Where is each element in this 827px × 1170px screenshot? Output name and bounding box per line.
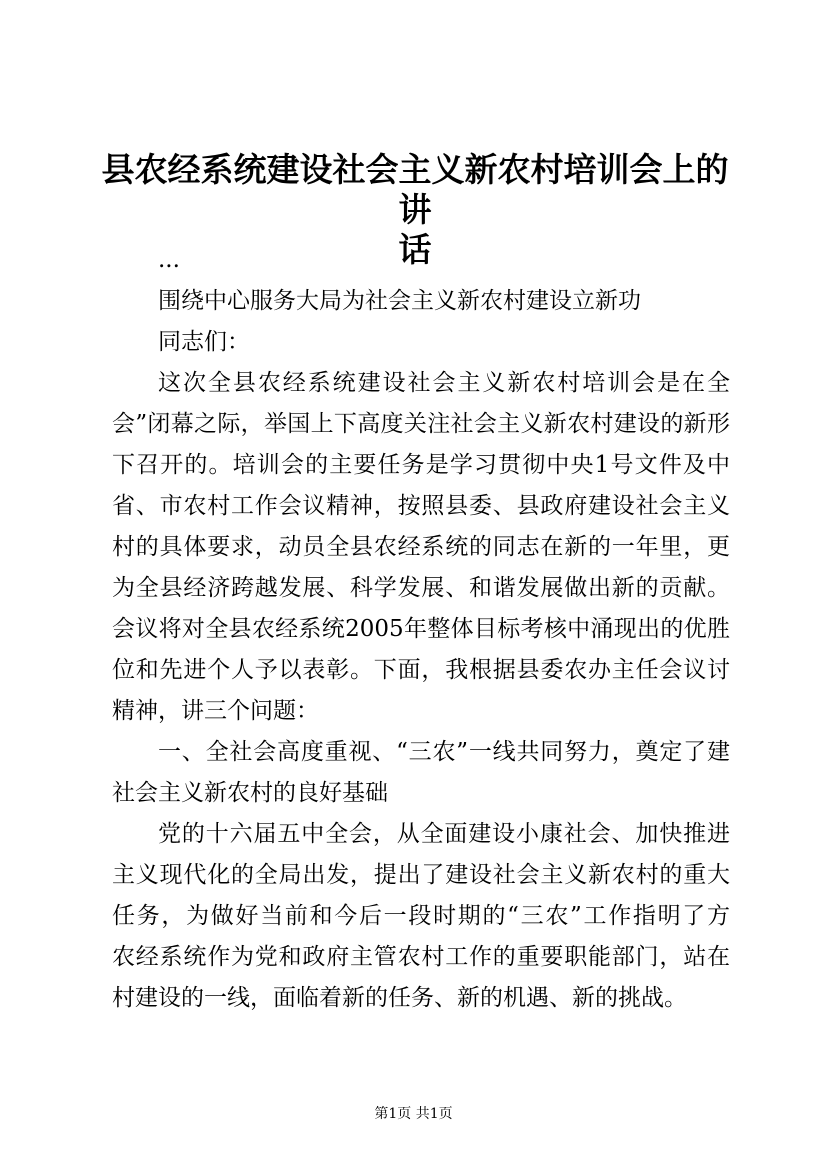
text-line: 为全县经济跨越发展、科学发展、和谐发展做出新的贡献。 — [112, 575, 730, 601]
text-line: 村的具体要求，动员全县农经系统的同志在新的一年里，更 — [112, 534, 730, 560]
text-line: 任务，为做好当前和今后一段时期的“三农”工作指明了方 — [112, 903, 730, 929]
paragraph — [112, 732, 730, 814]
text-line: 社会主义新农村的良好基础 — [112, 780, 388, 806]
text-line: 位和先进个人予以表彰。下面，我根据县委农办主任会议讨 — [112, 657, 730, 683]
document-body — [112, 240, 730, 1019]
text-line: 会”闭幕之际，举国上下高度关注社会主义新农村建设的新形 — [112, 411, 730, 437]
text-line: 会议将对全县农经系统2005年整体目标考核中涌现出的优胜 — [112, 616, 730, 642]
paragraph — [112, 322, 730, 363]
paragraph — [112, 814, 730, 1019]
text-line: 农经系统作为党和政府主管农村工作的重要职能部门，站在 — [112, 944, 730, 970]
text-line: 这次全县农经系统建设社会主义新农村培训会是在全 — [158, 370, 730, 396]
text-line: 精神，讲三个问题： — [112, 698, 319, 724]
paragraph — [112, 240, 730, 281]
paragraph — [112, 363, 730, 732]
text-line: 同志们： — [158, 329, 250, 355]
text-line: 下召开的。培训会的主要任务是学习贯彻中央1号文件及中 — [112, 452, 730, 478]
paragraph — [112, 281, 730, 322]
text-line: 主义现代化的全局出发，提出了建设社会主义新农村的重大 — [112, 862, 730, 888]
text-line: 围绕中心服务大局为社会主义新农村建设立新功 — [158, 288, 641, 314]
text-line: 一、全社会高度重视、“三农”一线共同努力，奠定了建 — [158, 739, 730, 765]
title-line: 话 — [398, 230, 432, 269]
page-footer: 第1页 共1页 — [374, 1106, 453, 1122]
text-line: ... — [158, 247, 180, 273]
text-line: 省、市农村工作会议精神，按照县委、县政府建设社会主义 — [112, 493, 730, 519]
text-line: 党的十六届五中全会，从全面建设小康社会、加快推进 — [158, 821, 730, 847]
text-line: 村建设的一线，面临着新的任务、新的机遇、新的挑战。 — [112, 985, 687, 1011]
title-line: 县农经系统建设社会主义新农村培训会上的讲 — [101, 150, 729, 229]
